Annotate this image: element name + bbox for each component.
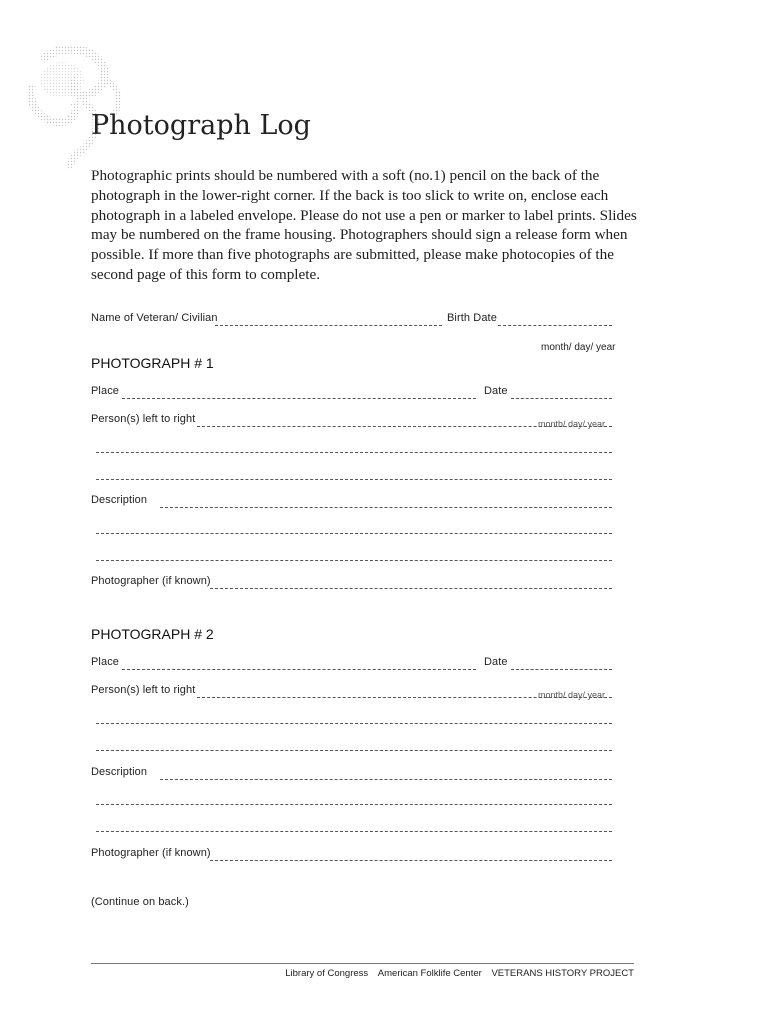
veteran-name-field[interactable]	[215, 325, 442, 326]
photograph-1-description-line-2[interactable]	[96, 533, 612, 534]
photograph-1-date-format-hint: month/ day/ year	[538, 419, 606, 429]
birth-date-field[interactable]	[498, 325, 612, 326]
photograph-2-photographer-field[interactable]	[210, 860, 612, 861]
photograph-2-persons-label: Person(s) left to right	[91, 684, 196, 696]
photograph-2-date-label: Date	[484, 656, 508, 668]
photograph-1-photographer-label: Photographer (if known)	[91, 575, 211, 587]
photograph-2-heading: PHOTOGRAPH # 2	[91, 626, 214, 642]
photograph-1-date-field[interactable]	[511, 398, 612, 399]
photograph-1-description-label: Description	[91, 494, 148, 506]
photograph-1-heading: PHOTOGRAPH # 1	[91, 355, 214, 371]
photograph-1-persons-line-3[interactable]	[96, 479, 612, 480]
photograph-2-description-line-3[interactable]	[96, 831, 612, 832]
photograph-2-description-label: Description	[91, 766, 148, 778]
photograph-2-place-label: Place	[91, 656, 120, 668]
photograph-1-photographer-field[interactable]	[210, 588, 612, 589]
footer-center: American Folklife Center	[377, 968, 482, 979]
photograph-2-place-field[interactable]	[122, 669, 476, 670]
photograph-1-persons-line-2[interactable]	[96, 452, 612, 453]
footer	[285, 968, 634, 979]
photograph-2-persons-line-2[interactable]	[96, 723, 612, 724]
continue-note: (Continue on back.)	[91, 896, 189, 908]
veteran-name-label: Name of Veteran/ Civilian	[91, 312, 218, 324]
footer-library: Library of Congress	[285, 968, 369, 979]
photograph-2-description-line-2[interactable]	[96, 804, 612, 805]
footer-project: VETERANS HISTORY PROJECT	[491, 968, 634, 979]
photograph-2-date-field[interactable]	[511, 669, 612, 670]
photograph-1-persons-label: Person(s) left to right	[91, 413, 196, 425]
birth-date-label: Birth Date	[447, 312, 497, 324]
photograph-1-description-line-3[interactable]	[96, 560, 612, 561]
photograph-2-photographer-label: Photographer (if known)	[91, 847, 211, 859]
dotted-flourish-logo-icon	[22, 40, 132, 170]
photograph-1-date-label: Date	[484, 385, 508, 397]
instructions-paragraph: Photographic prints should be numbered with a soft (no.1) pencil on the back of the photograph in the lower-right corner. If the back is too slick to write on, enclose each photograph in a labeled envelope. Please do not use a pen or marker to label prints. Slides may be numbered on the frame housing. Photographers should sign a release form when possible. If more than five photographs are submitted, please make photocopies of the second page of this form to complete.	[91, 167, 637, 283]
page-title: Photograph Log	[91, 110, 311, 141]
photograph-2-persons-line-3[interactable]	[96, 750, 612, 751]
photograph-2-date-format-hint: month/ day/ year	[538, 690, 606, 700]
photograph-1-place-label: Place	[91, 385, 120, 397]
photograph-1-place-field[interactable]	[122, 398, 476, 399]
photograph-1-description-field[interactable]	[160, 507, 612, 508]
photograph-2-description-field[interactable]	[160, 779, 612, 780]
footer-divider	[91, 963, 634, 964]
birth-date-format-hint: month/ day/ year	[541, 342, 616, 353]
